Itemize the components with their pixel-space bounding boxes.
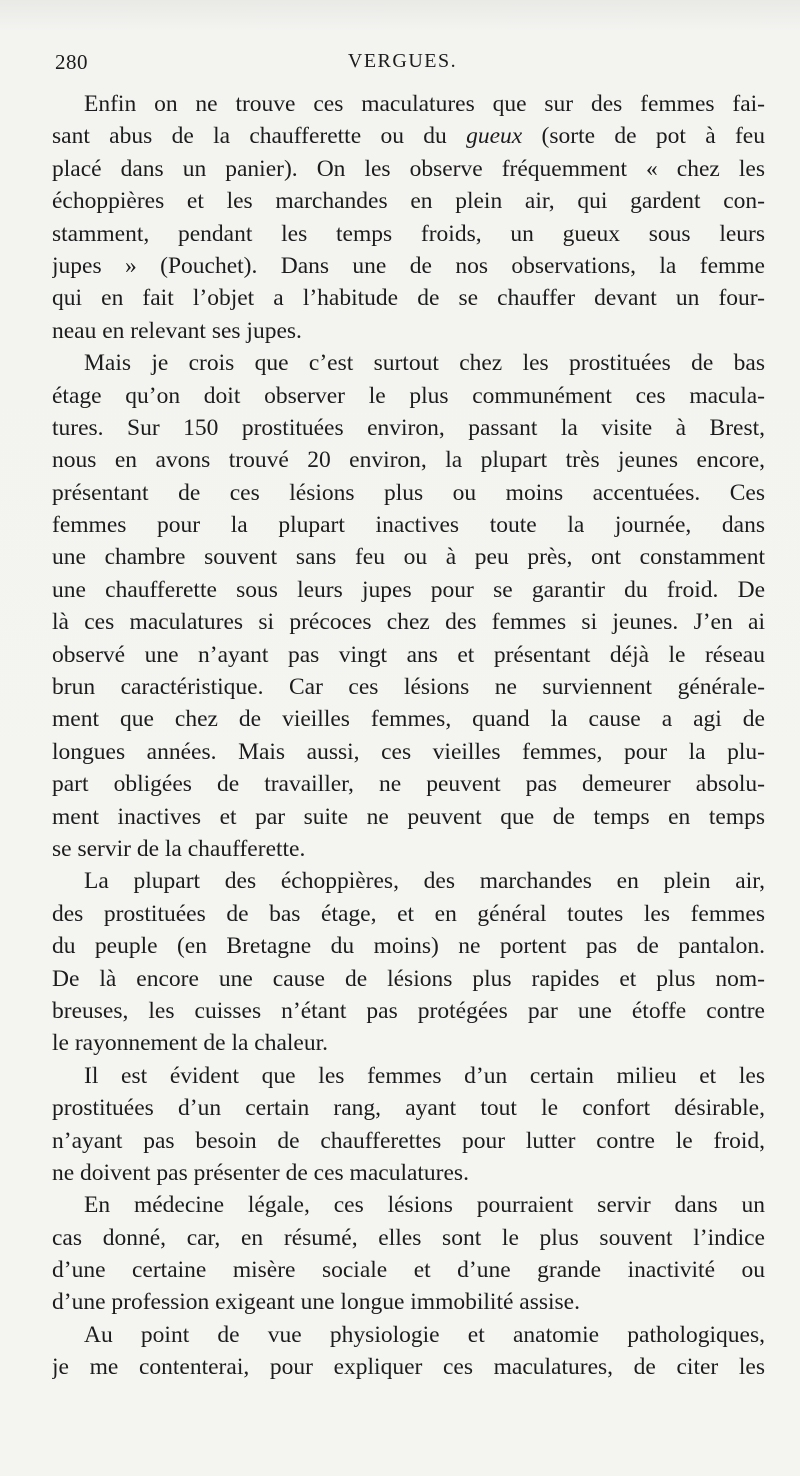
text-line: le rayonnement de la chaleur. <box>52 1030 328 1057</box>
page-header <box>55 50 750 82</box>
text-line: échoppières et les marchandes en plein air, qui gardent con- <box>52 188 765 215</box>
text-line: se servir de la chaufferette. <box>52 835 306 862</box>
text-line: brun caractéristique. Car ces lésions ne surviennent générale- <box>52 674 765 701</box>
text-line: breuses, les cuisses n’étant pas protégées par une étoffe contre <box>52 997 765 1024</box>
text-line: cas donné, car, en résumé, elles sont le plus souvent l’indice <box>52 1224 765 1251</box>
text-line: je me contenterai, pour expliquer ces maculatures, de citer les <box>52 1354 765 1381</box>
text-line: une chambre souvent sans feu ou à peu près, ont constamment <box>52 544 765 571</box>
text-line: longues années. Mais aussi, ces vieilles femmes, pour la plu- <box>52 738 765 765</box>
text-line: placé dans un panier). On les observe fréquemment « chez les <box>52 155 765 182</box>
text-line: Mais je crois que c’est surtout chez les prostituées de bas <box>84 350 765 377</box>
text-line: part obligées de travailler, ne peuvent pas demeurer absolu- <box>52 771 765 798</box>
italic-term: gueux <box>466 123 523 150</box>
text-line: des prostituées de bas étage, et en général toutes les femmes <box>52 900 765 927</box>
text-line: La plupart des échoppières, des marchandes en plein air, <box>84 868 765 895</box>
text-line: De là encore une cause de lésions plus rapides et plus nom- <box>52 965 765 992</box>
text-line: neau en relevant ses jupes. <box>52 317 302 344</box>
text-line: prostituées d’un certain rang, ayant tout le confort désirable, <box>52 1095 765 1122</box>
text-line: étage qu’on doit observer le plus communément ces macula- <box>52 382 765 409</box>
body-text <box>52 88 765 1384</box>
text-line: observé une n’ayant pas vingt ans et présentant déjà le réseau <box>52 641 765 668</box>
text-line: tures. Sur 150 prostituées environ, passant la visite à Brest, <box>52 414 765 441</box>
text-line: nous en avons trouvé 20 environ, la plupart très jeunes encore, <box>52 447 765 474</box>
text-line: Enfin on ne trouve ces maculatures que sur des femmes fai- <box>84 91 765 117</box>
text-line: sant abus de la chaufferette ou du gueux (sorte de pot à feu <box>52 123 765 150</box>
text-line: qui en fait l’objet a l’habitude de se chauffer devant un four- <box>52 285 765 312</box>
text-line: ment que chez de vieilles femmes, quand la cause a agi de <box>52 706 765 733</box>
text-line: d’une certaine misère sociale et d’une grande inactivité ou <box>52 1257 765 1284</box>
text-line: d’une profession exigeant une longue immobilité assise. <box>52 1289 580 1316</box>
running-head: VERGUES. <box>347 50 458 72</box>
text-line: En médecine légale, ces lésions pourraient servir dans un <box>84 1192 765 1219</box>
text-line: présentant de ces lésions plus ou moins accentuées. Ces <box>52 479 765 506</box>
text-line: ment inactives et par suite ne peuvent que de temps en temps <box>52 803 765 830</box>
text-line: n’ayant pas besoin de chaufferettes pour lutter contre le froid, <box>52 1127 765 1154</box>
page-number: 280 <box>55 50 88 74</box>
text-line: Au point de vue physiologie et anatomie pathologiques, <box>84 1321 765 1348</box>
text-line: une chaufferette sous leurs jupes pour se garantir du froid. De <box>52 576 765 603</box>
text-line: du peuple (en Bretagne du moins) ne portent pas de pantalon. <box>52 933 765 960</box>
text-line: femmes pour la plupart inactives toute la journée, dans <box>52 512 765 539</box>
text-line: stamment, pendant les temps froids, un gueux sous leurs <box>52 220 765 247</box>
text-line: ne doivent pas présenter de ces maculatures. <box>52 1159 469 1186</box>
text-line: jupes » (Pouchet). Dans une de nos observations, la femme <box>52 252 765 279</box>
text-line: là ces maculatures si précoces chez des femmes si jeunes. J’en ai <box>52 609 765 636</box>
text-line: Il est évident que les femmes d’un certain milieu et les <box>84 1062 765 1089</box>
